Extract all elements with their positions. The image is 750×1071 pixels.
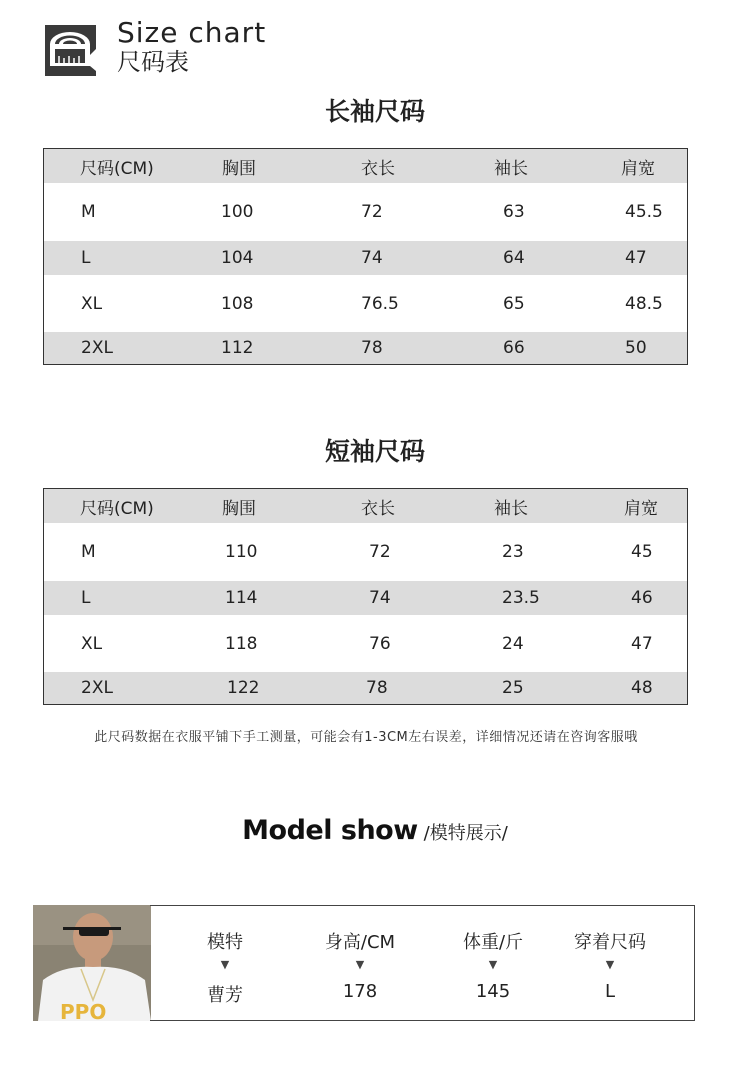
table-cell: 23.5: [502, 588, 540, 608]
table-cell: L: [81, 588, 91, 608]
table-cell: 122: [227, 678, 260, 698]
long-sleeve-title: 长袖尺码: [324, 97, 425, 126]
height-label: 身高/CM: [324, 932, 396, 953]
table-cell: 118: [225, 633, 258, 654]
model-show-title: Model show: [242, 815, 418, 846]
table-cell: 74: [369, 588, 391, 608]
column-header: 肩宽: [621, 158, 655, 179]
table-cell: M: [81, 542, 96, 562]
svg-text:PPO: PPO: [60, 1000, 107, 1021]
column-header: 胸围: [222, 158, 256, 179]
table-cell: 45.5: [625, 202, 663, 222]
size-chart-subtitle: 尺码表: [117, 48, 189, 76]
model-photo: [33, 905, 151, 1021]
weight-label: 体重/斤: [462, 932, 524, 953]
table-cell: 114: [225, 588, 258, 608]
table-cell: 46: [631, 588, 653, 608]
table-cell: 64: [503, 248, 525, 268]
column-header: 衣长: [361, 498, 395, 519]
weight-value: 145: [475, 981, 511, 1002]
table-cell: 24: [502, 633, 524, 654]
column-header: 衣长: [361, 158, 395, 179]
table-cell: 72: [361, 202, 383, 222]
arrow-down-icon: ▼: [488, 958, 498, 971]
long-sleeve-table: [43, 148, 688, 365]
measurement-note: 此尺码数据在衣服平铺下手工测量，可能会有1-3CM左右误差，详细情况还请在咨询客服哦: [94, 730, 638, 745]
size-chart-title: Size chart: [117, 16, 267, 49]
table-cell: 108: [221, 293, 254, 314]
size-worn-label: 穿着尺码: [574, 932, 646, 953]
model-column-size: [555, 906, 665, 1020]
table-cell: 25: [502, 678, 524, 698]
height-value: 178: [342, 981, 378, 1002]
column-header: 肩宽: [624, 498, 658, 519]
size-worn-value: L: [604, 981, 616, 1002]
table-row: [44, 672, 687, 704]
column-header: 尺码(CM): [80, 498, 154, 519]
table-row: [44, 241, 687, 275]
table-cell: 45: [631, 542, 653, 562]
table-cell: 2XL: [81, 678, 113, 698]
table-cell: 2XL: [81, 338, 113, 358]
table-cell: M: [81, 202, 96, 222]
column-header: 袖长: [494, 498, 528, 519]
column-header: 袖长: [494, 158, 528, 179]
table-header-row: [44, 149, 687, 183]
table-cell: 65: [503, 293, 525, 314]
arrow-down-icon: ▼: [605, 958, 615, 971]
table-cell: 48: [631, 678, 653, 698]
table-cell: XL: [81, 293, 103, 314]
table-cell: 63: [503, 202, 525, 222]
model-info-table: [150, 905, 695, 1021]
table-cell: 74: [361, 248, 383, 268]
model-label: 模特: [207, 932, 243, 953]
table-cell: 76.5: [361, 293, 399, 314]
table-cell: 110: [225, 542, 258, 562]
table-row: [44, 275, 687, 332]
table-row: [44, 523, 687, 581]
tape-measure-icon: [45, 25, 96, 76]
model-column-weight: [438, 906, 548, 1020]
model-column-name: [170, 906, 280, 1020]
model-show-heading: [0, 815, 750, 846]
table-cell: 112: [221, 338, 254, 358]
table-cell: 50: [625, 338, 647, 358]
table-cell: 100: [221, 202, 254, 222]
table-cell: 66: [503, 338, 525, 358]
model-value: 曹芳: [207, 985, 243, 1006]
table-cell: 48.5: [625, 293, 663, 314]
arrow-down-icon: ▼: [355, 958, 365, 971]
table-cell: 104: [221, 248, 254, 268]
table-cell: 78: [361, 338, 383, 358]
arrow-down-icon: ▼: [220, 958, 230, 971]
table-cell: L: [81, 248, 91, 268]
short-sleeve-title: 短袖尺码: [324, 437, 425, 466]
table-cell: 72: [369, 542, 391, 562]
table-cell: 76: [369, 633, 391, 654]
table-cell: 47: [631, 633, 653, 654]
table-cell: 47: [625, 248, 647, 268]
table-header-row: [44, 489, 687, 523]
model-show-subtitle: /模特展示/: [423, 823, 508, 844]
column-header: 胸围: [222, 498, 256, 519]
short-sleeve-table: [43, 488, 688, 705]
table-row: [44, 581, 687, 615]
table-cell: 78: [366, 678, 388, 698]
column-header: 尺码(CM): [80, 158, 154, 179]
table-row: [44, 183, 687, 241]
table-cell: XL: [81, 633, 103, 654]
model-column-height: [305, 906, 415, 1020]
table-row: [44, 332, 687, 364]
table-row: [44, 615, 687, 672]
table-cell: 23: [502, 542, 524, 562]
